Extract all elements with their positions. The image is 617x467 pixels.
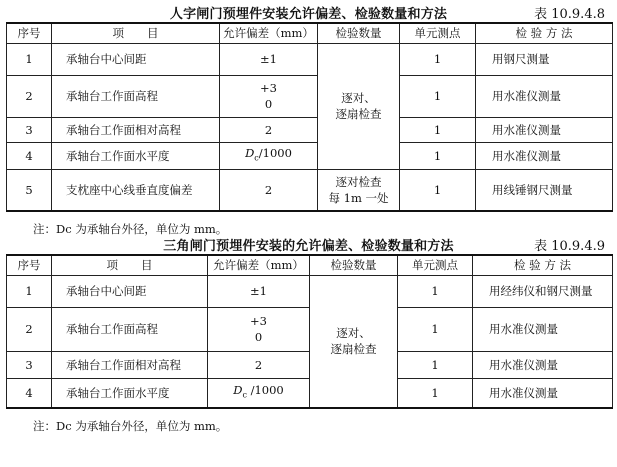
tolerance-rest: /1000 <box>258 145 292 160</box>
table1-number: 表 10.9.4.8 <box>534 7 605 22</box>
tolerance-rest: /1000 <box>246 383 284 398</box>
row-method: 用水准仪测量 <box>473 378 613 408</box>
row-no: 4 <box>7 378 52 408</box>
header-item: 项 目 <box>52 255 208 275</box>
table2 <box>6 254 613 409</box>
header-item: 项 目 <box>52 23 220 43</box>
row-tolerance <box>220 142 318 169</box>
row-unit-points: 1 <box>398 307 473 351</box>
row-tolerance: ±1 <box>208 275 310 307</box>
quantity-line1: 逐对、 <box>341 91 376 105</box>
row-method: 用水准仪测量 <box>473 307 613 351</box>
tolerance-bottom: 0 <box>264 97 273 111</box>
row-tolerance: 2 <box>220 169 318 211</box>
row-no: 3 <box>7 117 52 142</box>
row-unit-points: 1 <box>398 351 473 378</box>
quantity-line2: 每 1m 一处 <box>328 190 389 205</box>
table-row <box>7 43 613 75</box>
row-method: 用水准仪测量 <box>476 142 613 169</box>
header-no: 序号 <box>7 23 52 43</box>
tolerance-sub: c <box>242 390 247 400</box>
row-item: 承轴台工作面相对高程 <box>52 117 220 142</box>
table-row <box>7 142 613 169</box>
quantity-line2: 逐扇检查 <box>330 342 377 357</box>
header-tolerance: 允许偏差（mm） <box>220 23 318 43</box>
tolerance-var: D <box>245 145 255 160</box>
row-no: 5 <box>7 169 52 211</box>
table2-titlebar <box>0 232 617 254</box>
row-method: 用线锤钢尺测量 <box>476 169 613 211</box>
row-unit-points: 1 <box>398 378 473 408</box>
row-tolerance <box>220 75 318 117</box>
tolerance-sub: c <box>254 153 259 163</box>
quantity-line1: 逐对、 <box>336 326 371 341</box>
row-method: 用经纬仪和钢尺测量 <box>473 275 613 307</box>
row-item: 承轴台工作面相对高程 <box>52 351 208 378</box>
header-method: 检 验 方 法 <box>476 23 613 43</box>
row-unit-points: 1 <box>400 75 476 117</box>
row-unit-points: 1 <box>400 169 476 211</box>
table-row <box>7 117 613 142</box>
table2-note: 注：Dc 为承轴台外径，单位为 mm。 <box>33 419 228 433</box>
quantity-line2: 逐扇检查 <box>335 107 382 121</box>
table-row <box>7 169 613 211</box>
row-no: 1 <box>7 43 52 75</box>
row-item: 承轴台中心间距 <box>52 275 208 307</box>
row-tolerance <box>208 378 310 408</box>
row-method: 用水准仪测量 <box>473 351 613 378</box>
row-item: 支枕座中心线垂直度偏差 <box>52 169 220 211</box>
table1-header-row <box>7 23 613 43</box>
row-unit-points: 1 <box>398 275 473 307</box>
table1-title: 人字闸门预埋件安装允许偏差、检验数量和方法 <box>169 7 448 22</box>
row-quantity-merged <box>310 275 398 408</box>
table2-title: 三角闸门预埋件安装的允许偏差、检验数量和方法 <box>163 239 454 254</box>
header-tolerance: 允许偏差（mm） <box>208 255 310 275</box>
row-tolerance: 2 <box>208 351 310 378</box>
header-unit-points: 单元测点 <box>400 23 476 43</box>
table2-block <box>0 232 617 434</box>
row-unit-points: 1 <box>400 142 476 169</box>
row-unit-points: 1 <box>400 117 476 142</box>
row-method: 用钢尺测量 <box>476 43 613 75</box>
tolerance-top: +3 <box>250 314 267 328</box>
header-quantity: 检验数量 <box>310 255 398 275</box>
header-method: 检 验 方 法 <box>473 255 613 275</box>
row-item: 承轴台工作面水平度 <box>52 378 208 408</box>
row-tolerance: ±1 <box>220 43 318 75</box>
row-item: 承轴台工作面水平度 <box>52 142 220 169</box>
table1-titlebar <box>0 0 617 22</box>
row-item: 承轴台工作面高程 <box>52 75 220 117</box>
table-row <box>7 275 613 307</box>
row-item: 承轴台工作面高程 <box>52 307 208 351</box>
tolerance-top: +3 <box>260 81 277 95</box>
tolerance-bottom: 0 <box>254 330 263 344</box>
table2-header-row <box>7 255 613 275</box>
header-quantity: 检验数量 <box>318 23 400 43</box>
quantity-line1: 逐对检查 <box>335 174 382 189</box>
row-method: 用水准仪测量 <box>476 75 613 117</box>
table2-number: 表 10.9.4.9 <box>534 239 605 254</box>
row-item: 承轴台中心间距 <box>52 43 220 75</box>
row-unit-points: 1 <box>400 43 476 75</box>
row-tolerance: 2 <box>220 117 318 142</box>
header-unit-points: 单元测点 <box>398 255 473 275</box>
row-no: 4 <box>7 142 52 169</box>
row-no: 1 <box>7 275 52 307</box>
row-quantity-merged <box>318 43 400 169</box>
table-row <box>7 75 613 117</box>
table1 <box>6 22 613 212</box>
tolerance-var: D <box>233 383 243 398</box>
row-method: 用水准仪测量 <box>476 117 613 142</box>
header-no: 序号 <box>7 255 52 275</box>
row-quantity <box>318 169 400 211</box>
row-tolerance <box>208 307 310 351</box>
table1-note: 注：Dc 为承轴台外径，单位为 mm。 <box>33 222 228 236</box>
row-no: 2 <box>7 75 52 117</box>
row-no: 2 <box>7 307 52 351</box>
row-no: 3 <box>7 351 52 378</box>
